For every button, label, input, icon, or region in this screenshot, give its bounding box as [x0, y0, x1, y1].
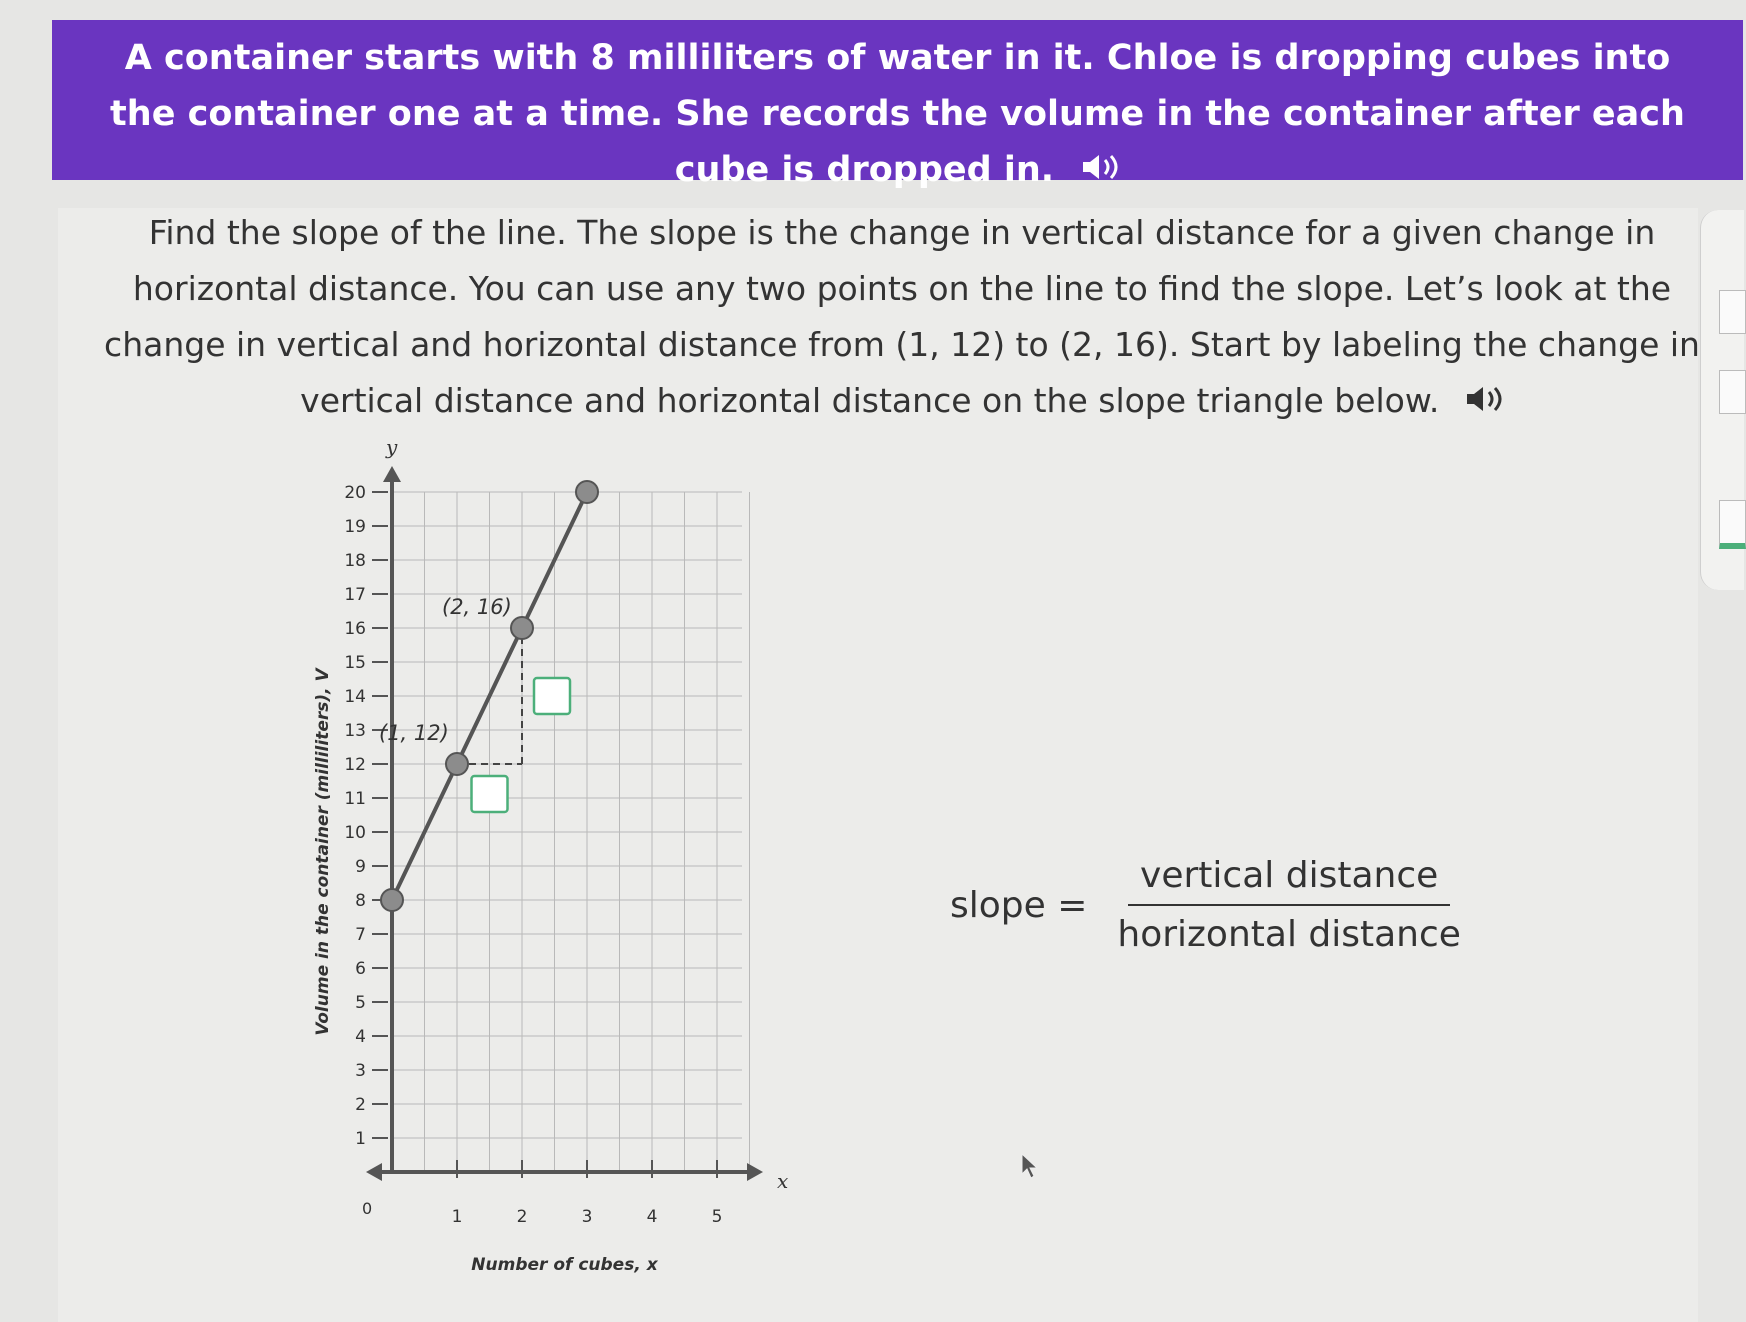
y-tick-label: 11	[344, 789, 366, 809]
y-tick-label: 17	[344, 585, 366, 605]
data-point	[511, 617, 533, 639]
speaker-icon[interactable]	[1464, 375, 1504, 431]
formula-numerator: vertical distance	[1128, 855, 1450, 906]
slope-fraction	[1105, 855, 1473, 955]
y-tick-label: 2	[355, 1095, 366, 1115]
vertical-distance-input[interactable]	[534, 678, 570, 714]
y-tick-label: 9	[355, 857, 366, 877]
formula-lhs: slope =	[950, 884, 1088, 926]
question-banner	[52, 20, 1743, 190]
side-tab[interactable]	[1719, 500, 1746, 549]
horizontal-distance-input[interactable]	[472, 776, 508, 812]
y-tick-label: 10	[344, 823, 366, 843]
line-graph	[280, 435, 840, 1280]
prompt-text: Find the slope of the line. The slope is the change in vertical distance for a given change in horizontal distance. You can use any two points on the line to find the slope. Let’s look at the change in vertical and horizontal distance from (1, 12) to (2, 16). Start by labeling the change in vertical distance and horizontal distance on the slope triangle below.	[104, 213, 1700, 420]
banner-text: A container starts with 8 milliliters of water in it. Chloe is dropping cubes into the container one at a time. She records the volume in the container after each cube is dropped in.	[110, 38, 1685, 190]
slope-formula	[950, 855, 1473, 955]
x-axis-letter: x	[777, 1169, 789, 1193]
y-tick-labels	[344, 483, 388, 1149]
y-tick-label: 3	[355, 1061, 366, 1081]
point-label-a: (1, 12)	[379, 721, 449, 745]
x-tick-label: 4	[646, 1207, 658, 1227]
origin-label: 0	[362, 1199, 373, 1218]
y-tick-label: 14	[344, 687, 366, 707]
side-panel-edge[interactable]	[1700, 210, 1744, 590]
y-tick-label: 20	[344, 483, 366, 503]
y-tick-label: 5	[355, 993, 366, 1013]
x-axis-arrow-icon	[747, 1163, 763, 1181]
x-tick-label: 3	[581, 1207, 593, 1227]
y-tick-label: 4	[355, 1027, 366, 1047]
data-point	[381, 889, 403, 911]
side-tab[interactable]	[1719, 290, 1746, 334]
y-axis-letter: y	[386, 435, 398, 459]
x-tick-label: 1	[451, 1207, 463, 1227]
y-tick-label: 16	[344, 619, 366, 639]
y-tick-label: 6	[355, 959, 366, 979]
data-point	[576, 481, 598, 503]
y-axis-title: Volume in the container (milliliters), V	[313, 668, 333, 1036]
axes	[366, 466, 763, 1181]
x-axis-title: Number of cubes, x	[471, 1255, 658, 1275]
instruction-text	[82, 205, 1722, 431]
grid-lines	[392, 492, 750, 1172]
y-tick-label: 8	[355, 891, 366, 911]
x-tick-label: 2	[516, 1207, 528, 1227]
y-tick-label: 12	[344, 755, 366, 775]
speaker-icon[interactable]	[1080, 143, 1120, 199]
y-tick-label: 13	[344, 721, 366, 741]
y-tick-label: 1	[355, 1129, 366, 1149]
formula-denominator: horizontal distance	[1117, 914, 1461, 955]
x-axis-left-arrow-icon	[366, 1163, 382, 1181]
side-tab[interactable]	[1719, 370, 1746, 414]
x-tick-label: 5	[711, 1207, 723, 1227]
point-label-b: (2, 16)	[442, 595, 512, 619]
y-tick-label: 19	[344, 517, 366, 537]
y-tick-label: 7	[355, 925, 366, 945]
data-point	[446, 753, 468, 775]
y-tick-label: 18	[344, 551, 366, 571]
y-tick-label: 15	[344, 653, 366, 673]
mouse-cursor-icon	[1020, 1152, 1040, 1180]
y-axis-arrow-icon	[383, 466, 401, 482]
